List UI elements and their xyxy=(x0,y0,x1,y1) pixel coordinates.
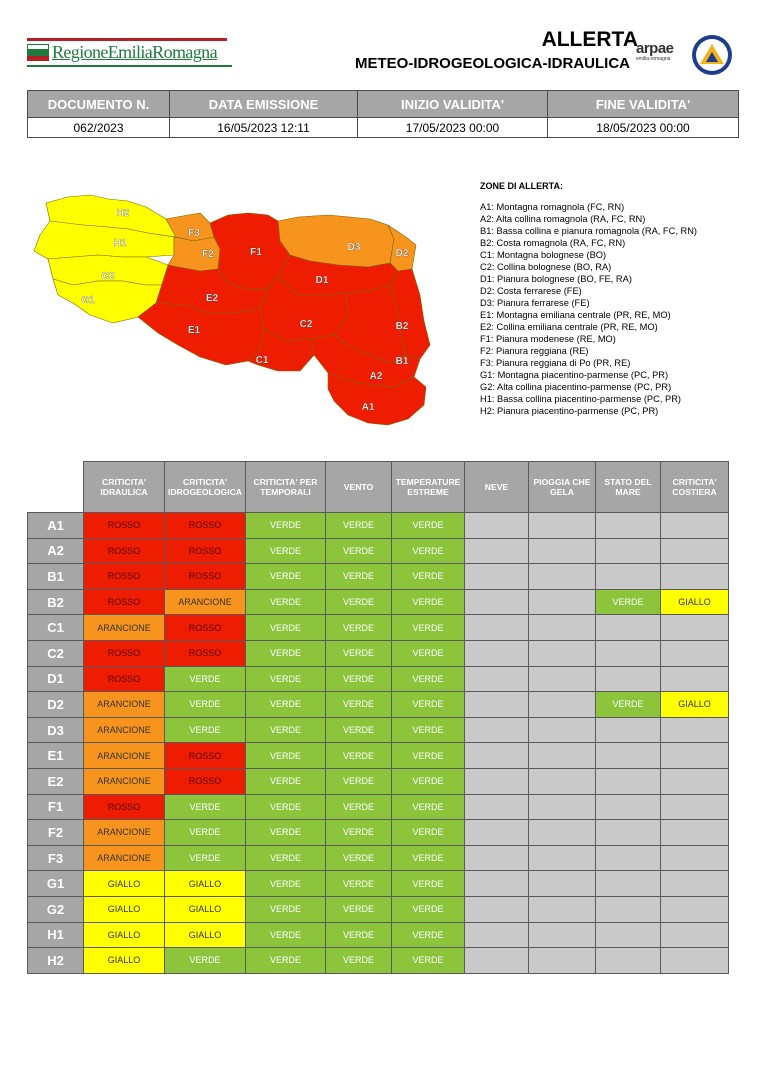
alert-level-cell: VERDE xyxy=(392,896,465,922)
alert-level-cell xyxy=(596,896,661,922)
alert-level-cell: VERDE xyxy=(246,538,326,564)
page-title: ALLERTA xyxy=(541,28,638,51)
alert-level-cell: VERDE xyxy=(246,845,326,871)
alert-level-cell: VERDE xyxy=(326,666,392,692)
zone-label: C2 xyxy=(28,640,84,666)
zone-label: D2 xyxy=(28,692,84,718)
alert-level-cell xyxy=(529,692,596,718)
legend-item: C1: Montagna bolognese (BO) xyxy=(480,250,607,260)
table-row xyxy=(28,743,729,769)
legend-item: B2: Costa romagnola (RA, FC, RN) xyxy=(480,238,626,248)
legend-item: F2: Pianura reggiana (RE) xyxy=(480,346,589,356)
alert-level-cell xyxy=(529,845,596,871)
legend-item: F3: Pianura reggiana di Po (PR, RE) xyxy=(480,358,631,368)
table-row xyxy=(28,845,729,871)
alert-level-cell xyxy=(661,666,729,692)
alert-level-cell xyxy=(465,538,529,564)
alert-level-cell xyxy=(465,692,529,718)
doc-valid-from: 17/05/2023 00:00 xyxy=(358,118,548,138)
alert-level-cell: VERDE xyxy=(326,794,392,820)
legend-item: A2: Alta collina romagnola (RA, FC, RN) xyxy=(480,214,646,224)
alert-level-cell: VERDE xyxy=(392,564,465,590)
alert-level-cell: VERDE xyxy=(596,589,661,615)
column-header: VENTO xyxy=(326,462,392,513)
alert-level-cell: ROSSO xyxy=(165,538,246,564)
alert-level-cell: VERDE xyxy=(246,640,326,666)
alert-level-cell: VERDE xyxy=(246,513,326,539)
map-label-D3: D3 xyxy=(347,242,361,253)
alert-level-cell: GIALLO xyxy=(165,871,246,897)
legend-title: ZONE DI ALLERTA: xyxy=(480,181,563,191)
map-label-D2: D2 xyxy=(395,248,409,259)
alert-level-cell: VERDE xyxy=(392,743,465,769)
alert-level-cell xyxy=(596,564,661,590)
alert-level-cell: VERDE xyxy=(246,820,326,846)
alert-level-cell: GIALLO xyxy=(661,692,729,718)
alert-level-cell xyxy=(465,768,529,794)
alert-level-cell xyxy=(529,640,596,666)
alert-level-cell xyxy=(465,922,529,948)
map-label-F1: F1 xyxy=(250,247,262,258)
alert-level-cell xyxy=(661,640,729,666)
alert-level-cell xyxy=(596,513,661,539)
column-header: NEVE xyxy=(465,462,529,513)
alert-level-cell: VERDE xyxy=(326,768,392,794)
alert-level-cell xyxy=(529,717,596,743)
protezione-civile-logo-icon xyxy=(692,35,732,75)
alert-level-cell xyxy=(529,564,596,590)
alert-level-cell: VERDE xyxy=(326,896,392,922)
alert-level-cell: VERDE xyxy=(392,768,465,794)
alert-level-cell xyxy=(529,743,596,769)
alert-level-cell: VERDE xyxy=(392,820,465,846)
alert-level-cell: VERDE xyxy=(326,640,392,666)
alert-level-cell xyxy=(529,589,596,615)
table-row xyxy=(28,564,729,590)
alert-level-cell: VERDE xyxy=(392,615,465,641)
table-row xyxy=(28,513,729,539)
legend-item: B1: Bassa collina e pianura romagnola (RA, FC, RN) xyxy=(480,226,698,236)
legend-item: E2: Collina emiliana centrale (PR, RE, MO) xyxy=(480,322,658,332)
alert-level-cell: VERDE xyxy=(246,871,326,897)
alert-level-cell: ARANCIONE xyxy=(84,743,165,769)
alert-level-cell: VERDE xyxy=(392,794,465,820)
zone-label: B2 xyxy=(28,589,84,615)
zone-label: C1 xyxy=(28,615,84,641)
table-row xyxy=(28,896,729,922)
alert-level-cell: VERDE xyxy=(326,820,392,846)
alert-level-cell: VERDE xyxy=(165,692,246,718)
map-label-H1: H1 xyxy=(113,238,127,249)
zone-label: H1 xyxy=(28,922,84,948)
alert-level-cell: VERDE xyxy=(165,666,246,692)
alert-level-cell: VERDE xyxy=(326,589,392,615)
alert-level-cell xyxy=(596,615,661,641)
alert-level-cell: VERDE xyxy=(246,768,326,794)
alert-level-cell: VERDE xyxy=(326,922,392,948)
alert-level-cell xyxy=(465,820,529,846)
region-logo xyxy=(27,38,233,68)
alert-level-cell: GIALLO xyxy=(661,589,729,615)
alert-level-cell: ARANCIONE xyxy=(84,692,165,718)
alert-level-cell xyxy=(529,871,596,897)
alert-level-cell xyxy=(529,538,596,564)
alert-level-cell xyxy=(465,794,529,820)
alert-level-cell xyxy=(596,922,661,948)
column-header: CRITICITA' IDROGEOLOGICA xyxy=(165,462,246,513)
arpae-logo-sub: emilia-romagna xyxy=(636,56,671,62)
alert-level-cell: VERDE xyxy=(246,666,326,692)
alert-level-cell: VERDE xyxy=(326,871,392,897)
alert-level-cell: VERDE xyxy=(326,615,392,641)
map-label-C2: C2 xyxy=(299,319,313,330)
page-subtitle: METEO-IDROGEOLOGICA-IDRAULICA xyxy=(355,55,630,72)
table-row xyxy=(28,666,729,692)
alert-level-cell xyxy=(661,820,729,846)
alert-level-cell: ARANCIONE xyxy=(84,615,165,641)
region-flag-icon xyxy=(27,44,49,61)
alert-level-cell: VERDE xyxy=(596,692,661,718)
legend-list xyxy=(480,201,697,417)
alert-level-cell xyxy=(529,615,596,641)
alert-level-cell: VERDE xyxy=(165,845,246,871)
arpae-logo xyxy=(636,40,688,68)
doc-header-number: DOCUMENTO N. xyxy=(28,91,170,118)
alert-level-cell xyxy=(529,513,596,539)
alert-level-cell: VERDE xyxy=(165,794,246,820)
legend-item: F1: Pianura modenese (RE, MO) xyxy=(480,334,616,344)
alert-level-cell xyxy=(596,871,661,897)
alert-level-cell xyxy=(661,717,729,743)
alert-level-cell: VERDE xyxy=(246,896,326,922)
alert-level-cell xyxy=(661,513,729,539)
zone-label: G2 xyxy=(28,896,84,922)
legend-item: H2: Pianura piacentino-parmense (PC, PR) xyxy=(480,406,659,416)
alert-level-cell: ROSSO xyxy=(165,768,246,794)
map-label-F2: F2 xyxy=(202,249,214,260)
zone-label: F3 xyxy=(28,845,84,871)
alert-level-cell xyxy=(661,922,729,948)
alert-level-cell xyxy=(529,794,596,820)
alert-level-cell: VERDE xyxy=(326,743,392,769)
alert-level-cell: ROSSO xyxy=(165,615,246,641)
alert-level-cell: VERDE xyxy=(392,717,465,743)
alert-level-cell: VERDE xyxy=(246,794,326,820)
column-header: CRITICITA' IDRAULICA xyxy=(84,462,165,513)
alert-level-cell xyxy=(529,948,596,974)
alert-level-cell: GIALLO xyxy=(165,922,246,948)
zone-label: E2 xyxy=(28,768,84,794)
alert-level-cell xyxy=(596,743,661,769)
zone-label: B1 xyxy=(28,564,84,590)
alert-level-cell xyxy=(596,538,661,564)
alert-level-cell: ARANCIONE xyxy=(165,589,246,615)
alert-level-cell xyxy=(661,794,729,820)
map-label-A2: A2 xyxy=(369,371,383,382)
alert-zones-map xyxy=(28,185,458,430)
alert-level-cell: VERDE xyxy=(246,948,326,974)
alert-level-cell xyxy=(661,871,729,897)
alert-level-cell: ROSSO xyxy=(84,589,165,615)
alert-level-cell: VERDE xyxy=(392,871,465,897)
alert-level-cell xyxy=(596,717,661,743)
alert-level-cell: VERDE xyxy=(392,845,465,871)
doc-header-valid-to: FINE VALIDITA' xyxy=(548,91,739,118)
legend-item: E1: Montagna emiliana centrale (PR, RE, MO) xyxy=(480,310,671,320)
alert-level-cell: ROSSO xyxy=(165,640,246,666)
alert-level-cell: VERDE xyxy=(326,692,392,718)
legend-item: D1: Pianura bolognese (BO, FE, RA) xyxy=(480,274,632,284)
table-row xyxy=(28,615,729,641)
legend-item: D2: Costa ferrarese (FE) xyxy=(480,286,582,296)
table-row xyxy=(28,717,729,743)
alert-level-cell: VERDE xyxy=(246,922,326,948)
alert-level-cell xyxy=(661,768,729,794)
alert-level-cell: VERDE xyxy=(246,589,326,615)
zone-label: A2 xyxy=(28,538,84,564)
alert-level-cell: VERDE xyxy=(392,640,465,666)
alert-level-cell xyxy=(661,845,729,871)
alert-level-cell xyxy=(465,743,529,769)
legend-item: G2: Alta collina piacentino-parmense (PC, PR) xyxy=(480,382,672,392)
legend-item: H1: Bassa collina piacentino-parmense (PC, PR) xyxy=(480,394,682,404)
alert-level-cell xyxy=(661,615,729,641)
map-label-A1: A1 xyxy=(361,402,375,413)
alert-level-cell: VERDE xyxy=(165,948,246,974)
map-label-G1: G1 xyxy=(81,295,95,306)
legend-item: G1: Montagna piacentino-parmense (PC, PR) xyxy=(480,370,669,380)
alert-level-cell: VERDE xyxy=(392,922,465,948)
map-label-B1: B1 xyxy=(395,356,409,367)
zone-label: A1 xyxy=(28,513,84,539)
table-row xyxy=(28,640,729,666)
legend-item: D3: Pianura ferrarese (FE) xyxy=(480,298,590,308)
doc-header-issue-date: DATA EMISSIONE xyxy=(170,91,358,118)
alert-level-cell xyxy=(596,794,661,820)
alert-level-cell: GIALLO xyxy=(84,871,165,897)
document-info-table xyxy=(27,90,739,138)
alert-level-cell: ROSSO xyxy=(84,564,165,590)
alert-level-cell xyxy=(465,717,529,743)
doc-number: 062/2023 xyxy=(28,118,170,138)
map-label-B2: B2 xyxy=(395,321,409,332)
doc-valid-to: 18/05/2023 00:00 xyxy=(548,118,739,138)
alert-level-cell: ARANCIONE xyxy=(84,768,165,794)
table-row xyxy=(28,871,729,897)
map-label-E1: E1 xyxy=(187,325,201,336)
table-row xyxy=(28,768,729,794)
column-header: TEMPERATURE ESTREME xyxy=(392,462,465,513)
alert-level-cell xyxy=(465,845,529,871)
alert-level-cell xyxy=(661,948,729,974)
legend-item: A1: Montagna romagnola (FC, RN) xyxy=(480,202,625,212)
doc-header-valid-from: INIZIO VALIDITA' xyxy=(358,91,548,118)
alert-level-cell xyxy=(465,564,529,590)
legend-item: C2: Collina bolognese (BO, RA) xyxy=(480,262,612,272)
table-row xyxy=(28,589,729,615)
zone-label: F1 xyxy=(28,794,84,820)
alert-level-cell: ROSSO xyxy=(165,564,246,590)
zone-label: D3 xyxy=(28,717,84,743)
alert-level-cell xyxy=(596,820,661,846)
alert-level-cell: VERDE xyxy=(392,589,465,615)
alert-level-cell xyxy=(465,896,529,922)
alert-level-cell: VERDE xyxy=(165,717,246,743)
alert-level-cell: VERDE xyxy=(326,538,392,564)
region-logo-text: RegioneEmiliaRomagna xyxy=(52,42,217,62)
alert-level-cell: GIALLO xyxy=(84,948,165,974)
alert-level-cell: ROSSO xyxy=(84,513,165,539)
alert-level-cell xyxy=(465,948,529,974)
zone-label: H2 xyxy=(28,948,84,974)
map-label-H2: H2 xyxy=(116,208,130,219)
alert-level-cell xyxy=(529,666,596,692)
alert-level-cell: ROSSO xyxy=(84,640,165,666)
map-label-F3: F3 xyxy=(188,228,200,239)
map-label-E2: E2 xyxy=(205,293,219,304)
alert-level-cell xyxy=(596,666,661,692)
zone-label: D1 xyxy=(28,666,84,692)
alert-level-cell: VERDE xyxy=(326,717,392,743)
alert-level-cell xyxy=(529,820,596,846)
alert-level-cell xyxy=(661,743,729,769)
table-row xyxy=(28,692,729,718)
alert-level-cell: GIALLO xyxy=(84,896,165,922)
map-zone-E1 xyxy=(138,303,264,365)
alert-level-cell: ROSSO xyxy=(165,513,246,539)
alert-level-cell xyxy=(529,922,596,948)
alert-level-cell xyxy=(596,948,661,974)
alert-level-cell: ROSSO xyxy=(165,743,246,769)
map-label-G2: G2 xyxy=(101,271,115,282)
alert-level-cell xyxy=(596,640,661,666)
alert-level-cell: GIALLO xyxy=(84,922,165,948)
alert-level-cell: ROSSO xyxy=(84,794,165,820)
map-label-C1: C1 xyxy=(255,355,269,366)
alert-level-cell xyxy=(661,564,729,590)
table-row xyxy=(28,948,729,974)
alert-level-cell: VERDE xyxy=(165,820,246,846)
alert-level-cell: VERDE xyxy=(392,948,465,974)
zone-label: E1 xyxy=(28,743,84,769)
alert-level-cell xyxy=(529,896,596,922)
column-header: PIOGGIA CHE GELA xyxy=(529,462,596,513)
alert-level-cell: VERDE xyxy=(246,615,326,641)
alert-level-cell: VERDE xyxy=(326,845,392,871)
alert-level-cell: ROSSO xyxy=(84,538,165,564)
alert-level-cell xyxy=(661,896,729,922)
alert-level-cell xyxy=(596,845,661,871)
alert-level-cell xyxy=(465,666,529,692)
alert-level-cell: VERDE xyxy=(246,692,326,718)
criticita-table xyxy=(27,461,729,974)
alert-level-cell: ROSSO xyxy=(84,666,165,692)
table-row xyxy=(28,538,729,564)
column-header: STATO DEL MARE xyxy=(596,462,661,513)
alert-level-cell xyxy=(465,640,529,666)
alert-level-cell: VERDE xyxy=(326,513,392,539)
table-row xyxy=(28,820,729,846)
alert-level-cell: VERDE xyxy=(326,564,392,590)
table-row xyxy=(28,794,729,820)
alert-level-cell: GIALLO xyxy=(165,896,246,922)
alert-level-cell xyxy=(465,589,529,615)
alert-level-cell xyxy=(596,768,661,794)
alert-level-cell: VERDE xyxy=(392,513,465,539)
alert-level-cell: ARANCIONE xyxy=(84,717,165,743)
zone-label: F2 xyxy=(28,820,84,846)
alert-level-cell xyxy=(465,513,529,539)
alert-level-cell: VERDE xyxy=(392,666,465,692)
column-header: CRITICITA' PER TEMPORALI xyxy=(246,462,326,513)
alert-level-cell: VERDE xyxy=(246,717,326,743)
map-label-D1: D1 xyxy=(315,275,329,286)
alert-level-cell xyxy=(661,538,729,564)
table-row xyxy=(28,922,729,948)
zone-label: G1 xyxy=(28,871,84,897)
alert-level-cell: VERDE xyxy=(246,564,326,590)
table-corner xyxy=(28,462,84,513)
column-header: CRITICITA' COSTIERA xyxy=(661,462,729,513)
alert-level-cell: VERDE xyxy=(326,948,392,974)
arpae-logo-text: arpae xyxy=(636,40,674,57)
doc-issue-date: 16/05/2023 12:11 xyxy=(170,118,358,138)
alert-level-cell: VERDE xyxy=(392,692,465,718)
alert-level-cell: ARANCIONE xyxy=(84,820,165,846)
alert-level-cell xyxy=(465,615,529,641)
alert-level-cell: VERDE xyxy=(246,743,326,769)
alert-level-cell: VERDE xyxy=(392,538,465,564)
alert-level-cell: ARANCIONE xyxy=(84,845,165,871)
alert-level-cell xyxy=(529,768,596,794)
alert-level-cell xyxy=(465,871,529,897)
